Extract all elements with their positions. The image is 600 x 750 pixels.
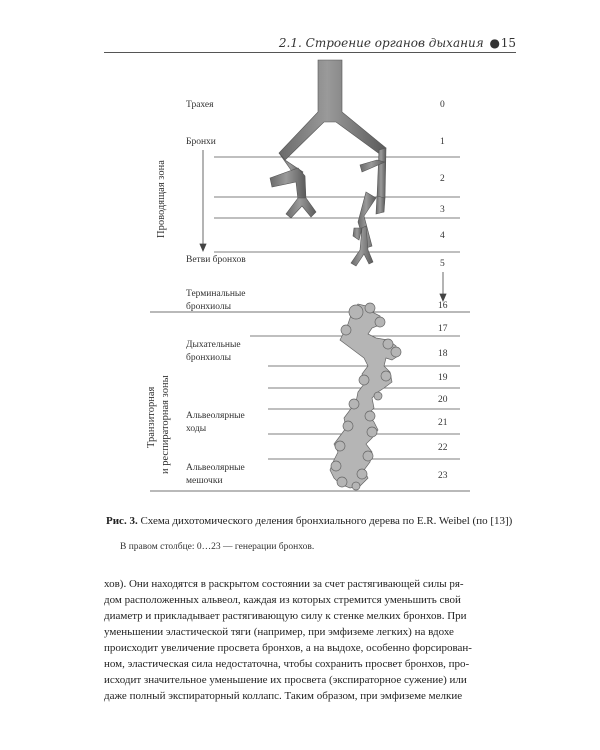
generation-number: 4: [440, 231, 445, 241]
generation-number: 16: [438, 301, 448, 311]
generation-number: 2: [440, 174, 445, 184]
level-lines: [214, 157, 460, 459]
generation-number: 18: [438, 349, 448, 359]
level-name-terminal-2: бронхиолы: [186, 302, 231, 312]
generation-number: 3: [440, 205, 445, 215]
caption-note: В правом столбце: 0…23 — генерации бронхов.: [120, 542, 315, 552]
generation-number: 21: [438, 418, 448, 428]
page-number: 15: [500, 36, 516, 50]
body-line: даже полный экспираторный коллапс. Таким образом, при эмфиземе мелкие: [104, 690, 463, 702]
transitory-zone-label-2: и респираторная зоны: [160, 375, 171, 474]
generation-number: 5: [440, 259, 445, 269]
generation-number: 20: [438, 395, 448, 405]
generation-number: 1: [440, 137, 445, 147]
level-name-respiratory-1: Дыхательные: [186, 340, 241, 350]
body-line: происходит увеличение просвета бронхов, а на выдохе, особенно форсирован-: [104, 642, 472, 654]
caption-text: Схема дихотомического деления бронхиального дерева по E.R. Weibel (по [13]): [140, 515, 513, 527]
level-name-ducts-2: ходы: [186, 424, 207, 434]
level-name-trachea: Трахея: [186, 100, 214, 110]
level-name-sacs-1: Альвеолярные: [186, 463, 245, 473]
conducting-tree: [270, 60, 386, 266]
generation-number: 19: [438, 373, 448, 383]
arrow-icon: [200, 150, 446, 301]
level-name-respiratory-2: бронхиолы: [186, 353, 231, 363]
level-name-branches: Ветви бронхов: [186, 255, 246, 265]
generation-number: 17: [438, 324, 448, 334]
caption-label: Рис. 3.: [106, 515, 138, 527]
level-name-terminal-1: Терминальные: [186, 289, 246, 299]
transitory-zone-label-1: Транзиторная: [146, 386, 157, 448]
body-paragraph: [104, 576, 516, 704]
body-line: уменьшении эластической тяги (например, при эмфиземе легких) на вдохе: [104, 626, 454, 638]
generation-number: 0: [440, 100, 445, 110]
body-line: дом расположенных альвеол, каждая из которых стремится уменьшить свой: [104, 594, 461, 606]
body-line: ном, эластическая сила недостаточна, чтобы сохранить просвет бронхов, про-: [104, 658, 470, 670]
respiratory-tree: [330, 303, 401, 490]
section-title: 2.1. Строение органов дыхания: [278, 36, 484, 50]
body-line: исходит значительное уменьшение их просвета (экспираторное сужение) или: [104, 674, 467, 686]
generation-number: 23: [438, 471, 448, 481]
body-line: диаметр и прикладывает растягивающую силу к стенке мелких бронхов. При: [104, 610, 467, 622]
generation-number: 22: [438, 443, 448, 453]
level-name-sacs-2: мешочки: [186, 476, 223, 486]
body-line: хов). Они находятся в раскрытом состоянии за счет растягивающей силы ря-: [104, 578, 464, 590]
figure-caption: [106, 514, 516, 529]
level-name-ducts-1: Альвеолярные: [186, 411, 245, 421]
level-name-bronchi: Бронхи: [186, 137, 216, 147]
conducting-zone-label: Проводящая зона: [156, 160, 167, 238]
bullet-icon: ●: [489, 36, 500, 50]
